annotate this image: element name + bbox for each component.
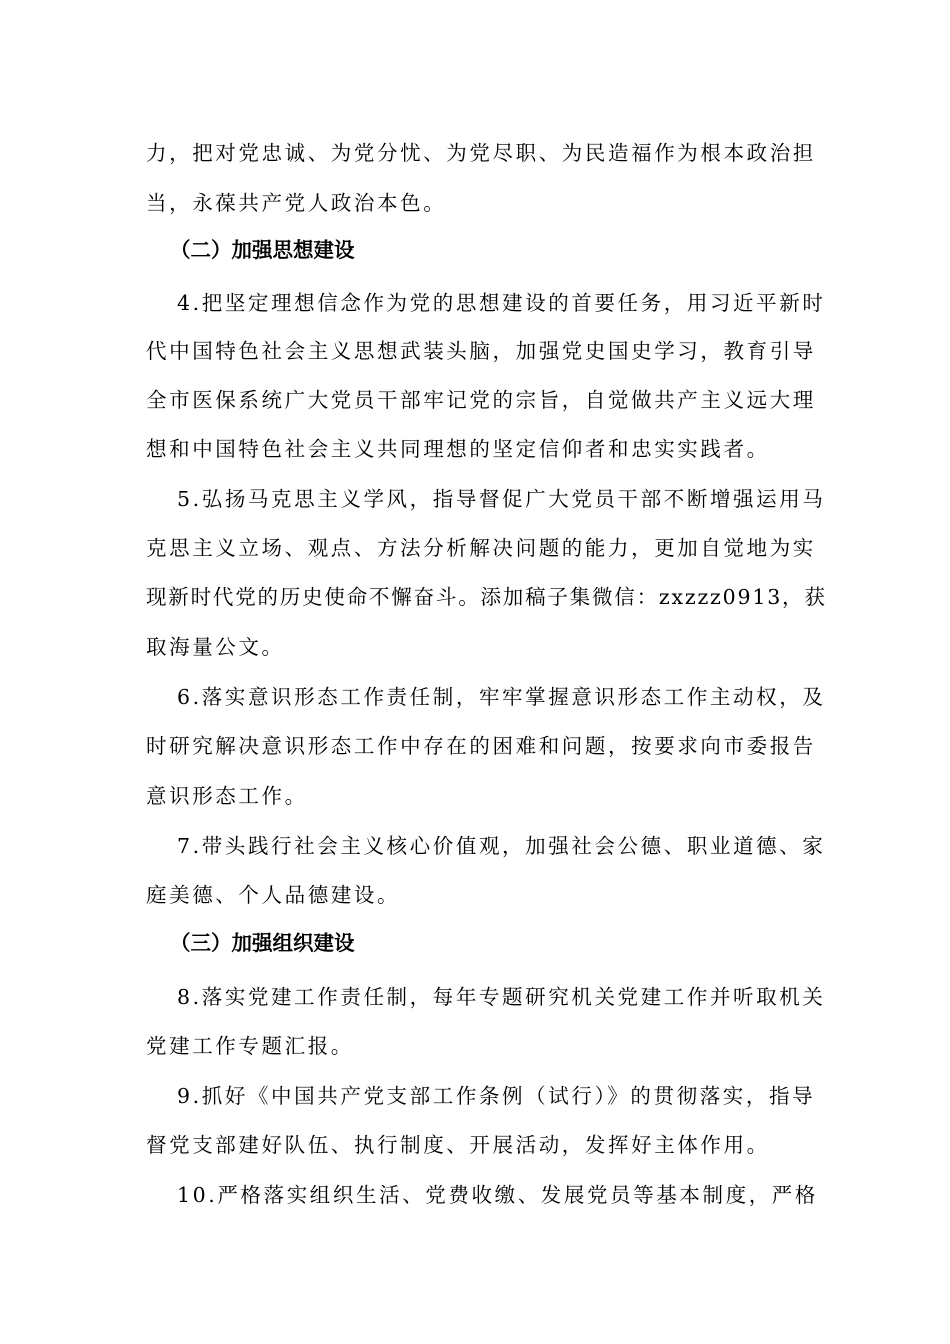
paragraph-line: 督党支部建好队伍、执行制度、开展活动，发挥好主体作用。 <box>146 1133 770 1157</box>
paragraph-line: 庭美德、个人品德建设。 <box>146 883 401 907</box>
paragraph-line: 代中国特色社会主义思想武装头脑，加强党史国史学习，教育引导 <box>146 339 816 363</box>
paragraph-line: 意识形态工作。 <box>146 784 308 808</box>
paragraph-line: 当，永葆共产党人政治本色。 <box>146 191 447 215</box>
paragraph-line: 7.带头践行社会主义核心价值观，加强社会公德、职业道德、家 <box>177 834 826 858</box>
paragraph-line: 全市医保系统广大党员干部牢记党的宗旨，自觉做共产主义远大理 <box>146 388 816 412</box>
section-heading: （三）加强组织建设 <box>170 931 355 955</box>
paragraph-line: 10.严格落实组织生活、党费收缴、发展党员等基本制度，严格 <box>177 1183 818 1207</box>
paragraph-line: 9.抓好《中国共产党支部工作条例（试行）》的贯彻落实，指导 <box>177 1084 816 1108</box>
paragraph-line: 4.把坚定理想信念作为党的思想建设的首要任务，用习近平新时 <box>177 291 826 315</box>
paragraph-line: 8.落实党建工作责任制，每年专题研究机关党建工作并听取机关 <box>177 985 826 1009</box>
paragraph-line: 5.弘扬马克思主义学风，指导督促广大党员干部不断增强运用马 <box>177 487 826 511</box>
paragraph-line: 时研究解决意识形态工作中存在的困难和问题，按要求向市委报告 <box>146 734 816 758</box>
paragraph-line: 取海量公文。 <box>146 635 285 659</box>
paragraph-line: 现新时代党的历史使命不懈奋斗。添加稿子集微信：zxzzz0913，获 <box>146 585 827 609</box>
paragraph-line: 6.落实意识形态工作责任制，牢牢掌握意识形态工作主动权，及 <box>177 685 826 709</box>
paragraph-line: 想和中国特色社会主义共同理想的坚定信仰者和忠实实践者。 <box>146 437 770 461</box>
section-heading: （二）加强思想建设 <box>170 238 355 262</box>
paragraph-line: 克思主义立场、观点、方法分析解决问题的能力，更加自觉地为实 <box>146 536 816 560</box>
paragraph-line: 力，把对党忠诚、为党分忧、为党尽职、为民造福作为根本政治担 <box>146 141 816 165</box>
paragraph-line: 党建工作专题汇报。 <box>146 1034 354 1058</box>
